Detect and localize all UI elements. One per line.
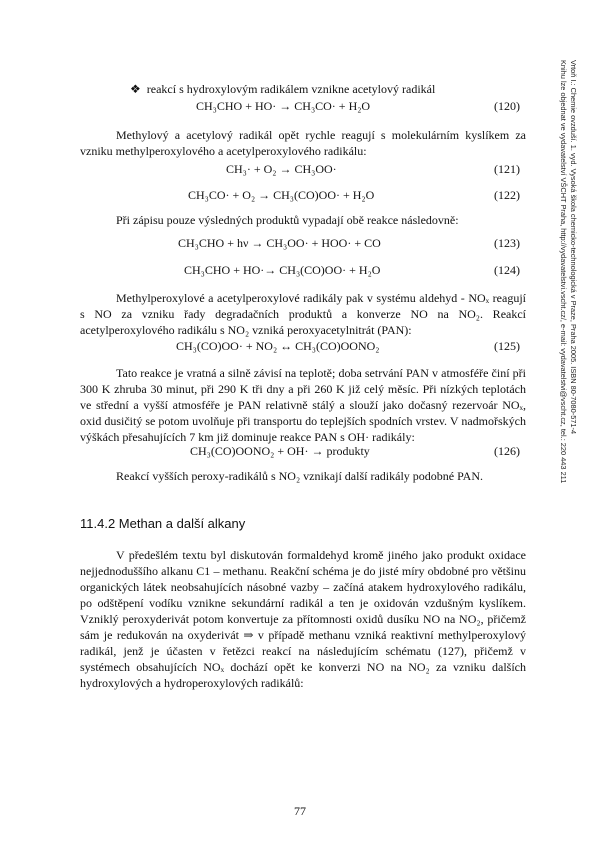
equation-123: CH₃CHO + hν → CH₃OO· + HOO· + CO xyxy=(178,236,381,250)
paragraph-2: Při zápisu pouze výsledných produktů vypadají obě reakce následovně: xyxy=(116,213,459,227)
bullet-icon: ❖ xyxy=(130,82,141,96)
citation-line-1: Vrtoň I.: Chemie ovzduší. 1. vyd. Vysoká škola chemicko-technologická v Praze, Praha 2005. ISBN 80-7080-571-4 xyxy=(569,60,578,435)
equation-126: CH₃(CO)OONO₂ + OH· → produkty xyxy=(190,444,370,458)
equation-121: CH₃· + O₂ → CH₃OO· xyxy=(226,162,337,176)
paragraph-4: Tato reakce je vratná a silně závisí na teplotě; doba setrvání PAN v atmosféře činí při 300 K zhruba 30 minut, při 290 K tři dny a při 260 K již celý měsíc. Při nízkých teplotách ve střední a vyšší atmosféře je PAN relativně stálý a slouží jako dočasný rezervoár NOₓ, oxid dusičitý se potom uvolňuje při transportu do teplejších spodních vrstev. V nadmořských výškách přesahujících 7 km již dominuje reakce PAN s OH· radikály: xyxy=(80,366,526,444)
equation-number-123: (123) xyxy=(494,236,520,250)
paragraph-5: Reakcí vyšších peroxy-radikálů s NO₂ vznikají další radikály podobné PAN. xyxy=(116,469,484,483)
equation-number-125: (125) xyxy=(494,339,520,353)
equation-124: CH₃CHO + HO·→ CH₃(CO)OO· + H₂O xyxy=(184,263,381,277)
page-number: 77 xyxy=(294,804,306,818)
equation-122: CH₃CO· + O₂ → CH₃(CO)OO· + H₂O xyxy=(188,188,375,202)
citation-line-2: Knihu lze objednat ve vydavatelství VŠCHT Praha, http://vydavatelstvi.vscht.cz/, e-mail: vydavatelstvi@vscht.cz, tel.: 220 443 211 xyxy=(559,60,568,484)
equation-number-124: (124) xyxy=(494,263,520,277)
paragraph-1: Methylový a acetylový radikál opět rychle reagují s molekulárním kyslíkem za vzniku methylperoxylového a acetylperoxylového radikálu: xyxy=(80,128,526,158)
equation-number-126: (126) xyxy=(494,444,520,458)
paragraph-6: V předešlém textu byl diskutován formaldehyd kromě jiného jako produkt oxidace nejjednoduššího alkanu C1 – methanu. Reakční schéma je do jisté míry obdobné pro většinu organických látek neobsahujících násobné vazby – začíná atakem hydroxylového radikálu, po odštěpení vodíku vznikne sekundární radikál a ten je oxidován vzdušným kyslíkem. Vzniklý peroxyderivát potom konvertuje za přítomnosti oxidů dusíku NO na NO₂, přičemž sám je redukován na oxyderivát ⇒ v případě methanu vzniká reaktivní methylperoxylový radikál, jenž je účasten v řetězci reakcí na následujícím schématu (127), přičemž v systémech obsahujících NOₓ dochází opět ke konverzi NO na NO₂ za vzniku dalších hydroxylových a hydroperoxylových radikálů: xyxy=(80,548,526,690)
equation-number-122: (122) xyxy=(494,188,520,202)
section-heading: 11.4.2 Methan a další alkany xyxy=(80,516,246,531)
intro-text: reakcí s hydroxylovým radikálem vznikne acetylový radikál xyxy=(146,82,436,96)
equation-number-121: (121) xyxy=(494,162,520,176)
equation-125: CH₃(CO)OO· + NO₂ ↔ CH₃(CO)OONO₂ xyxy=(176,339,380,353)
sidebar-citation xyxy=(559,60,600,590)
paragraph-3: Methylperoxylové a acetylperoxylové radikály pak v systému aldehyd - NOₓ reagují s NO za vzniku řady degradačních produktů a konverze NO na NO₂. Reakcí acetylperoxylového radikálu s NO₂ vzniká peroxyacetylnitrát (PAN): xyxy=(80,291,526,337)
equation-number-120: (120) xyxy=(494,99,520,113)
equation-120: CH₃CHO + HO· → CH₃CO· + H₂O xyxy=(196,99,371,113)
intro-bullet-line xyxy=(130,81,435,97)
